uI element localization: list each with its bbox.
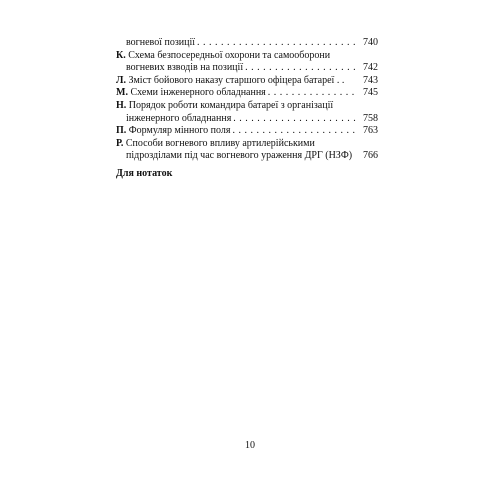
toc-entry-text: Формуляр мінного поля: [128, 125, 231, 137]
toc-entry-r[interactable]: [116, 138, 378, 163]
toc-entry-key: Н.: [116, 99, 127, 111]
toc-entry-text: Схеми інженерного обладнання: [130, 87, 266, 99]
toc-page-number: 745: [363, 87, 378, 99]
dot-leader: [197, 37, 358, 50]
dot-leader: [232, 125, 358, 138]
page-number: 10: [245, 440, 255, 451]
toc-page-number: 763: [363, 125, 378, 137]
toc-entry-text-cont: підрозділами під час вогневого ураження ДРГ (НЗФ): [126, 150, 353, 162]
notes-heading: Для нотаток: [116, 168, 173, 179]
toc-entry-key: Л.: [116, 74, 126, 86]
toc-entry-continued[interactable]: [116, 37, 378, 50]
toc-entry-l[interactable]: [116, 75, 378, 88]
toc-entry-text: Способи вогневого впливу артилерійськими: [125, 137, 315, 149]
toc-entry-n[interactable]: [116, 100, 378, 125]
dot-leader: [268, 87, 358, 100]
toc-page-number: 740: [363, 37, 378, 48]
toc-page-number: 766: [363, 150, 378, 162]
toc-entry-p[interactable]: [116, 125, 378, 138]
table-of-contents: [116, 37, 378, 163]
toc-entry-text: Схема безпосередньої охорони та самооборони: [128, 49, 331, 61]
toc-entry-text-cont: вогневих взводів на позиції: [126, 62, 244, 74]
toc-page-number: 742: [363, 62, 378, 74]
toc-entry-m[interactable]: [116, 87, 378, 100]
dot-leader: [245, 62, 358, 75]
toc-entry-text: Порядок роботи командира батареї з організації: [128, 99, 334, 111]
toc-entry-k[interactable]: [116, 50, 378, 75]
toc-page-number: 758: [363, 112, 378, 124]
toc-entry-key: К.: [116, 49, 126, 61]
toc-entry-text: вогневої позиції: [126, 37, 196, 48]
toc-entry-text-cont: інженерного обладнання: [126, 112, 232, 124]
toc-entry-key: П.: [116, 125, 127, 137]
toc-page-number: 743: [363, 74, 378, 86]
toc-entry-text: Зміст бойового наказу старшого офіцера батареї . .: [128, 74, 345, 86]
toc-entry-key: Р.: [116, 137, 124, 149]
toc-entry-key: М.: [116, 87, 128, 99]
dot-leader: [233, 113, 358, 126]
